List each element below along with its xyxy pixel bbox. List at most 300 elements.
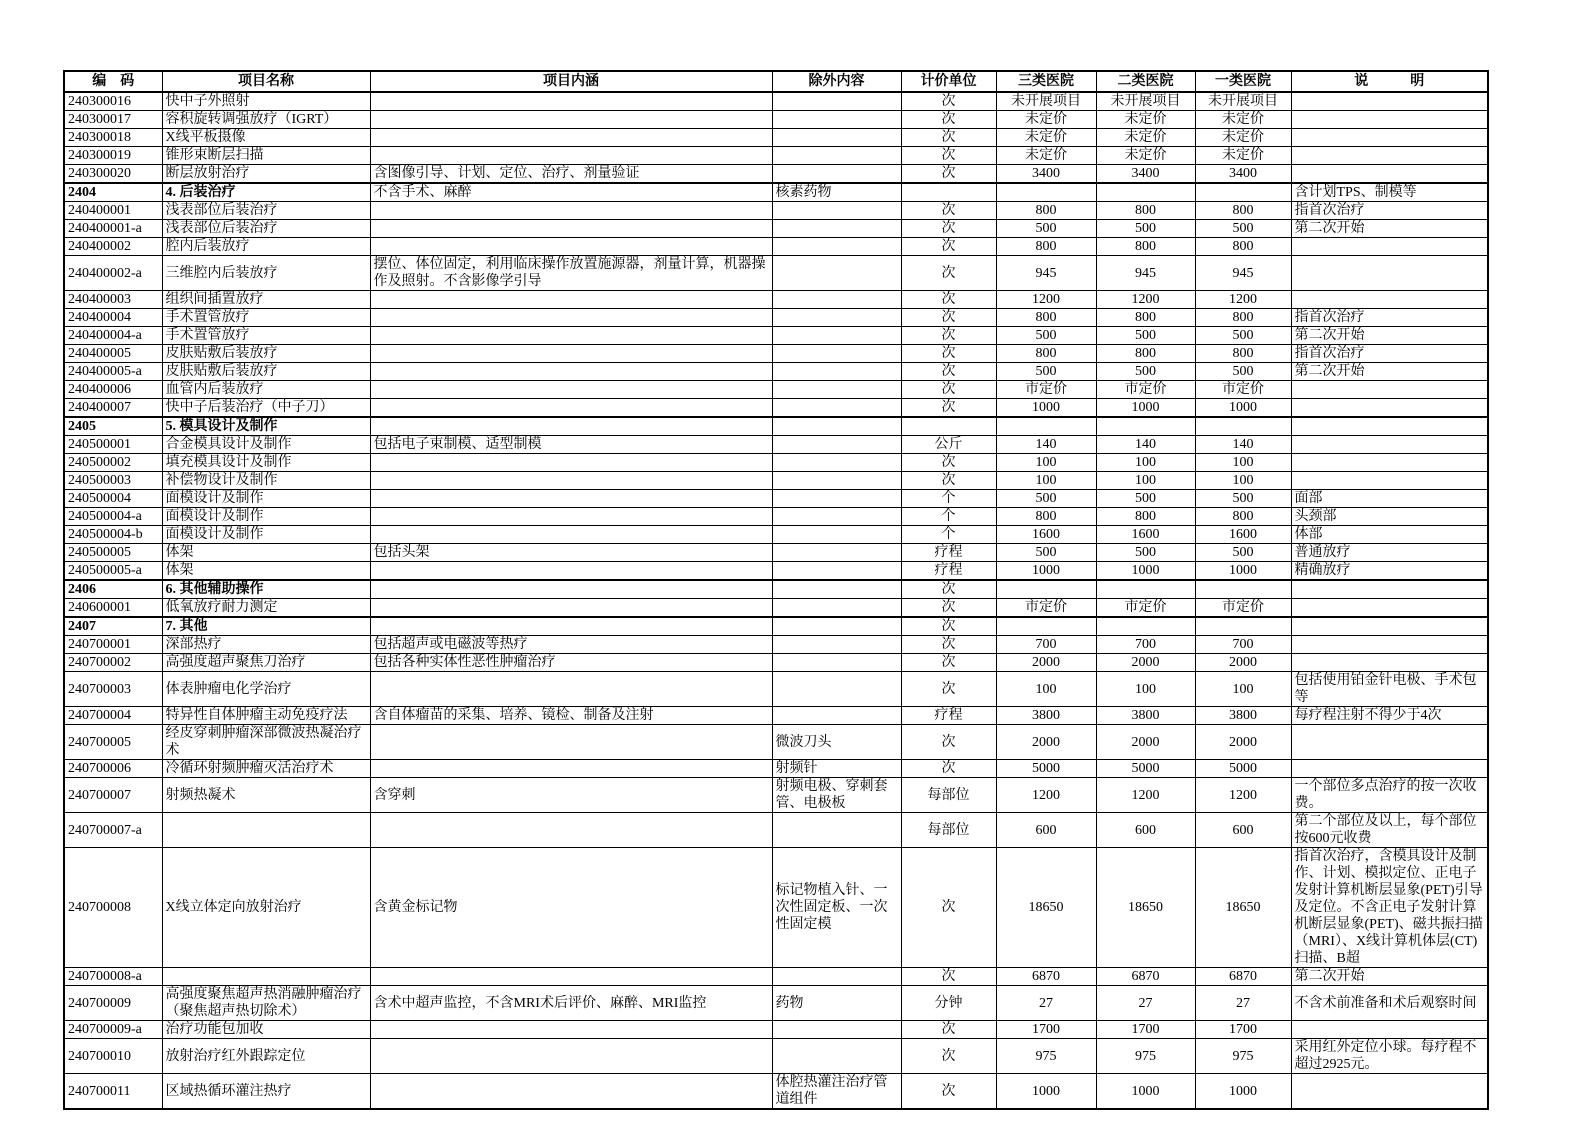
cell-code: 240400004 bbox=[64, 309, 162, 327]
cell-tier3-price: 945 bbox=[996, 256, 1096, 291]
cell-code: 240500002 bbox=[64, 454, 162, 472]
cell-tier1-price: 140 bbox=[1195, 436, 1291, 454]
cell-code: 240400005 bbox=[64, 345, 162, 363]
cell-code: 240400003 bbox=[64, 291, 162, 309]
cell-tier2-price: 800 bbox=[1096, 508, 1195, 526]
cell-tier3-price: 100 bbox=[996, 454, 1096, 472]
cell-tier3-price: 140 bbox=[996, 436, 1096, 454]
cell-item-content: 包括头架 bbox=[370, 544, 772, 562]
table-row bbox=[64, 968, 1488, 986]
cell-unit: 个 bbox=[901, 508, 996, 526]
table-row bbox=[64, 848, 1488, 968]
header-item-name: 项目名称 bbox=[162, 71, 370, 92]
cell-tier2-price: 1200 bbox=[1096, 778, 1195, 813]
cell-code: 240400004-a bbox=[64, 327, 162, 345]
cell-tier1-price bbox=[1195, 183, 1291, 202]
table-row bbox=[64, 436, 1488, 454]
cell-code: 240400002 bbox=[64, 238, 162, 256]
cell-unit: 每部位 bbox=[901, 813, 996, 848]
cell-tier2-price: 6870 bbox=[1096, 968, 1195, 986]
cell-item-content bbox=[370, 309, 772, 327]
cell-item-name: 快中子外照射 bbox=[162, 92, 370, 111]
cell-tier2-price: 27 bbox=[1096, 986, 1195, 1021]
cell-tier1-price: 500 bbox=[1195, 490, 1291, 508]
cell-item-name: 皮肤贴敷后装放疗 bbox=[162, 345, 370, 363]
cell-exclusions bbox=[772, 92, 901, 111]
cell-code: 240700004 bbox=[64, 707, 162, 725]
cell-notes bbox=[1291, 291, 1488, 309]
cell-exclusions bbox=[772, 256, 901, 291]
cell-code: 240400001 bbox=[64, 202, 162, 220]
cell-item-content bbox=[370, 1021, 772, 1039]
cell-code: 240700005 bbox=[64, 725, 162, 760]
cell-exclusions bbox=[772, 238, 901, 256]
cell-tier2-price: 未开展项目 bbox=[1096, 92, 1195, 111]
cell-tier3-price: 未定价 bbox=[996, 129, 1096, 147]
table-row bbox=[64, 813, 1488, 848]
cell-tier2-price bbox=[1096, 580, 1195, 599]
cell-tier1-price: 945 bbox=[1195, 256, 1291, 291]
cell-exclusions bbox=[772, 436, 901, 454]
cell-tier1-price: 100 bbox=[1195, 472, 1291, 490]
cell-item-content: 含图像引导、计划、定位、治疗、剂量验证 bbox=[370, 165, 772, 184]
cell-unit: 次 bbox=[901, 165, 996, 184]
cell-exclusions bbox=[772, 562, 901, 581]
cell-exclusions bbox=[772, 1021, 901, 1039]
cell-unit: 次 bbox=[901, 760, 996, 778]
cell-tier2-price: 600 bbox=[1096, 813, 1195, 848]
cell-tier3-price: 1000 bbox=[996, 399, 1096, 418]
cell-item-name: 三维腔内后装放疗 bbox=[162, 256, 370, 291]
cell-tier2-price bbox=[1096, 183, 1195, 202]
cell-tier3-price: 700 bbox=[996, 636, 1096, 654]
header-exclusions: 除外内容 bbox=[772, 71, 901, 92]
cell-item-name: 体架 bbox=[162, 544, 370, 562]
cell-tier2-price: 700 bbox=[1096, 636, 1195, 654]
cell-notes bbox=[1291, 472, 1488, 490]
cell-item-name: 面模设计及制作 bbox=[162, 526, 370, 544]
cell-item-content bbox=[370, 454, 772, 472]
cell-unit: 次 bbox=[901, 580, 996, 599]
cell-item-name: 5. 模具设计及制作 bbox=[162, 417, 370, 436]
cell-item-content: 包括各种实体性恶性肿瘤治疗 bbox=[370, 654, 772, 672]
cell-item-content bbox=[370, 968, 772, 986]
cell-tier1-price: 2000 bbox=[1195, 725, 1291, 760]
cell-code: 240600001 bbox=[64, 599, 162, 618]
cell-code: 240300017 bbox=[64, 111, 162, 129]
cell-tier3-price: 市定价 bbox=[996, 381, 1096, 399]
cell-tier2-price: 500 bbox=[1096, 490, 1195, 508]
cell-exclusions bbox=[772, 202, 901, 220]
cell-tier1-price bbox=[1195, 617, 1291, 636]
cell-item-content: 包括超声或电磁波等热疗 bbox=[370, 636, 772, 654]
cell-code: 240500004 bbox=[64, 490, 162, 508]
cell-tier3-price: 100 bbox=[996, 472, 1096, 490]
cell-exclusions bbox=[772, 636, 901, 654]
cell-notes bbox=[1291, 381, 1488, 399]
table-row bbox=[64, 1021, 1488, 1039]
cell-tier2-price: 1600 bbox=[1096, 526, 1195, 544]
cell-item-content bbox=[370, 92, 772, 111]
cell-tier3-price: 975 bbox=[996, 1039, 1096, 1074]
cell-tier2-price: 2000 bbox=[1096, 654, 1195, 672]
cell-tier3-price: 800 bbox=[996, 238, 1096, 256]
cell-code: 240700002 bbox=[64, 654, 162, 672]
table-row bbox=[64, 490, 1488, 508]
cell-tier3-price: 2000 bbox=[996, 654, 1096, 672]
cell-item-content bbox=[370, 327, 772, 345]
table-row bbox=[64, 238, 1488, 256]
cell-unit: 次 bbox=[901, 1021, 996, 1039]
cell-unit: 次 bbox=[901, 220, 996, 238]
cell-code: 240500005-a bbox=[64, 562, 162, 581]
cell-tier2-price: 1000 bbox=[1096, 399, 1195, 418]
table-row bbox=[64, 599, 1488, 618]
cell-exclusions bbox=[772, 363, 901, 381]
cell-exclusions bbox=[772, 147, 901, 165]
cell-item-content: 不含手术、麻醉 bbox=[370, 183, 772, 202]
cell-unit bbox=[901, 417, 996, 436]
table-row bbox=[64, 778, 1488, 813]
cell-tier1-price: 100 bbox=[1195, 454, 1291, 472]
cell-unit: 疗程 bbox=[901, 707, 996, 725]
cell-exclusions bbox=[772, 291, 901, 309]
cell-tier2-price: 18650 bbox=[1096, 848, 1195, 968]
cell-item-name: 锥形束断层扫描 bbox=[162, 147, 370, 165]
cell-exclusions: 药物 bbox=[772, 986, 901, 1021]
cell-notes: 指首次治疗，含模具设计及制作、计划、模拟定位、正电子发射计算机断层显象(PET)引导及定位。不含正电子发射计算机断层显象(PET)、磁共振扫描（MRI）、X线计算机体层(CT)扫描、B超 bbox=[1291, 848, 1488, 968]
cell-item-content bbox=[370, 291, 772, 309]
cell-notes bbox=[1291, 654, 1488, 672]
cell-item-name: 面模设计及制作 bbox=[162, 490, 370, 508]
cell-tier1-price: 800 bbox=[1195, 508, 1291, 526]
cell-tier2-price: 1000 bbox=[1096, 562, 1195, 581]
cell-tier1-price: 未定价 bbox=[1195, 129, 1291, 147]
cell-tier2-price: 800 bbox=[1096, 202, 1195, 220]
cell-item-name: 快中子后装治疗（中子刀） bbox=[162, 399, 370, 418]
cell-tier1-price: 500 bbox=[1195, 544, 1291, 562]
cell-item-content bbox=[370, 813, 772, 848]
cell-tier2-price: 1700 bbox=[1096, 1021, 1195, 1039]
cell-notes: 含计划TPS、制模等 bbox=[1291, 183, 1488, 202]
cell-tier2-price bbox=[1096, 617, 1195, 636]
cell-tier3-price bbox=[996, 617, 1096, 636]
table-row bbox=[64, 165, 1488, 184]
cell-tier3-price: 1700 bbox=[996, 1021, 1096, 1039]
cell-notes bbox=[1291, 129, 1488, 147]
cell-unit: 次 bbox=[901, 1039, 996, 1074]
cell-unit: 个 bbox=[901, 490, 996, 508]
cell-notes: 第二次开始 bbox=[1291, 363, 1488, 381]
cell-tier2-price: 500 bbox=[1096, 544, 1195, 562]
cell-item-content bbox=[370, 526, 772, 544]
cell-item-content bbox=[370, 472, 772, 490]
cell-item-name: 补偿物设计及制作 bbox=[162, 472, 370, 490]
cell-item-name: X线平板摄像 bbox=[162, 129, 370, 147]
cell-notes bbox=[1291, 111, 1488, 129]
cell-code: 240500004-a bbox=[64, 508, 162, 526]
cell-tier2-price: 100 bbox=[1096, 472, 1195, 490]
cell-code: 2404 bbox=[64, 183, 162, 202]
cell-item-content bbox=[370, 363, 772, 381]
cell-notes bbox=[1291, 725, 1488, 760]
cell-unit: 次 bbox=[901, 291, 996, 309]
cell-item-name: 4. 后装治疗 bbox=[162, 183, 370, 202]
cell-code: 240700009 bbox=[64, 986, 162, 1021]
cell-item-name: 特异性自体肿瘤主动免疫疗法 bbox=[162, 707, 370, 725]
cell-item-content: 包括电子束制模、适型制模 bbox=[370, 436, 772, 454]
cell-item-name: 6. 其他辅助操作 bbox=[162, 580, 370, 599]
cell-item-name: 组织间插置放疗 bbox=[162, 291, 370, 309]
cell-notes bbox=[1291, 165, 1488, 184]
cell-code: 240500003 bbox=[64, 472, 162, 490]
cell-item-name: 经皮穿刺肿瘤深部微波热凝治疗术 bbox=[162, 725, 370, 760]
cell-code: 2405 bbox=[64, 417, 162, 436]
table-row bbox=[64, 92, 1488, 111]
table-row bbox=[64, 381, 1488, 399]
cell-notes bbox=[1291, 760, 1488, 778]
cell-unit: 次 bbox=[901, 345, 996, 363]
cell-item-name: 断层放射治疗 bbox=[162, 165, 370, 184]
cell-notes: 一个部位多点治疗的按一次收费。 bbox=[1291, 778, 1488, 813]
cell-item-name: 手术置管放疗 bbox=[162, 327, 370, 345]
cell-unit: 次 bbox=[901, 968, 996, 986]
cell-tier2-price: 800 bbox=[1096, 238, 1195, 256]
cell-item-content bbox=[370, 725, 772, 760]
cell-code: 240700008-a bbox=[64, 968, 162, 986]
header-code: 编 码 bbox=[64, 71, 162, 92]
cell-unit: 次 bbox=[901, 454, 996, 472]
cell-tier3-price: 100 bbox=[996, 672, 1096, 707]
cell-notes: 普通放疗 bbox=[1291, 544, 1488, 562]
cell-tier3-price: 1600 bbox=[996, 526, 1096, 544]
cell-tier3-price: 3400 bbox=[996, 165, 1096, 184]
cell-item-name: 深部热疗 bbox=[162, 636, 370, 654]
table-row bbox=[64, 147, 1488, 165]
cell-tier2-price: 500 bbox=[1096, 220, 1195, 238]
header-unit: 计价单位 bbox=[901, 71, 996, 92]
cell-tier1-price: 700 bbox=[1195, 636, 1291, 654]
cell-unit: 次 bbox=[901, 238, 996, 256]
cell-item-content bbox=[370, 562, 772, 581]
cell-tier1-price: 未定价 bbox=[1195, 147, 1291, 165]
section-row bbox=[64, 183, 1488, 202]
cell-unit: 次 bbox=[901, 1074, 996, 1110]
cell-code: 240700008 bbox=[64, 848, 162, 968]
cell-tier2-price: 3800 bbox=[1096, 707, 1195, 725]
cell-tier1-price: 3800 bbox=[1195, 707, 1291, 725]
cell-tier3-price: 1200 bbox=[996, 291, 1096, 309]
header-tier3-hospital: 三类医院 bbox=[996, 71, 1096, 92]
cell-item-content: 含自体瘤苗的采集、培养、镜检、制备及注射 bbox=[370, 707, 772, 725]
cell-exclusions bbox=[772, 417, 901, 436]
cell-tier1-price: 800 bbox=[1195, 202, 1291, 220]
cell-item-name: 治疗功能包加收 bbox=[162, 1021, 370, 1039]
cell-item-content bbox=[370, 220, 772, 238]
cell-code: 240300020 bbox=[64, 165, 162, 184]
cell-tier1-price: 未定价 bbox=[1195, 111, 1291, 129]
cell-code: 240400006 bbox=[64, 381, 162, 399]
cell-code: 240700003 bbox=[64, 672, 162, 707]
cell-unit: 次 bbox=[901, 848, 996, 968]
header-notes: 说 明 bbox=[1291, 71, 1488, 92]
cell-code: 240400005-a bbox=[64, 363, 162, 381]
cell-unit: 次 bbox=[901, 256, 996, 291]
cell-tier1-price: 1000 bbox=[1195, 399, 1291, 418]
table-row bbox=[64, 562, 1488, 581]
table-row bbox=[64, 327, 1488, 345]
cell-exclusions bbox=[772, 580, 901, 599]
cell-exclusions: 核素药物 bbox=[772, 183, 901, 202]
cell-tier1-price: 1000 bbox=[1195, 562, 1291, 581]
cell-tier3-price: 800 bbox=[996, 309, 1096, 327]
cell-tier1-price: 800 bbox=[1195, 309, 1291, 327]
cell-tier1-price: 500 bbox=[1195, 363, 1291, 381]
cell-code: 240300016 bbox=[64, 92, 162, 111]
cell-notes: 第二次开始 bbox=[1291, 220, 1488, 238]
cell-unit: 次 bbox=[901, 202, 996, 220]
cell-tier3-price: 1000 bbox=[996, 1074, 1096, 1110]
cell-code: 2406 bbox=[64, 580, 162, 599]
cell-notes: 头颈部 bbox=[1291, 508, 1488, 526]
cell-tier3-price: 500 bbox=[996, 544, 1096, 562]
cell-exclusions bbox=[772, 165, 901, 184]
cell-tier2-price: 1200 bbox=[1096, 291, 1195, 309]
table-row bbox=[64, 291, 1488, 309]
cell-unit: 次 bbox=[901, 399, 996, 418]
cell-tier3-price bbox=[996, 417, 1096, 436]
cell-exclusions bbox=[772, 1039, 901, 1074]
table-row bbox=[64, 1074, 1488, 1110]
cell-code: 240500004-b bbox=[64, 526, 162, 544]
cell-code: 240500005 bbox=[64, 544, 162, 562]
cell-item-content: 含术中超声监控，不含MRI术后评价、麻醉、MRI监控 bbox=[370, 986, 772, 1021]
cell-tier2-price: 未定价 bbox=[1096, 147, 1195, 165]
cell-code: 240700007 bbox=[64, 778, 162, 813]
cell-tier3-price: 1200 bbox=[996, 778, 1096, 813]
cell-tier3-price: 500 bbox=[996, 490, 1096, 508]
cell-item-content bbox=[370, 599, 772, 618]
cell-code: 240700001 bbox=[64, 636, 162, 654]
cell-notes bbox=[1291, 399, 1488, 418]
cell-tier2-price: 975 bbox=[1096, 1039, 1195, 1074]
cell-tier2-price: 500 bbox=[1096, 363, 1195, 381]
cell-item-content bbox=[370, 580, 772, 599]
cell-exclusions: 射频电极、穿刺套管、电极板 bbox=[772, 778, 901, 813]
cell-notes bbox=[1291, 92, 1488, 111]
cell-unit: 次 bbox=[901, 617, 996, 636]
cell-item-name: 冷循环射频肿瘤灭活治疗术 bbox=[162, 760, 370, 778]
cell-item-content bbox=[370, 760, 772, 778]
cell-exclusions bbox=[772, 472, 901, 490]
cell-exclusions bbox=[772, 309, 901, 327]
cell-exclusions bbox=[772, 813, 901, 848]
cell-exclusions bbox=[772, 968, 901, 986]
cell-tier2-price: 3400 bbox=[1096, 165, 1195, 184]
cell-unit: 次 bbox=[901, 92, 996, 111]
cell-tier1-price bbox=[1195, 417, 1291, 436]
cell-item-name: 体架 bbox=[162, 562, 370, 581]
cell-item-name: 放射治疗红外跟踪定位 bbox=[162, 1039, 370, 1074]
cell-exclusions bbox=[772, 381, 901, 399]
cell-code: 2407 bbox=[64, 617, 162, 636]
cell-notes bbox=[1291, 1021, 1488, 1039]
cell-exclusions bbox=[772, 654, 901, 672]
cell-unit: 个 bbox=[901, 526, 996, 544]
table-row bbox=[64, 220, 1488, 238]
cell-tier2-price: 140 bbox=[1096, 436, 1195, 454]
table-row bbox=[64, 544, 1488, 562]
cell-unit: 次 bbox=[901, 327, 996, 345]
cell-notes: 不含术前准备和术后观察时间 bbox=[1291, 986, 1488, 1021]
cell-tier1-price: 800 bbox=[1195, 238, 1291, 256]
cell-exclusions bbox=[772, 544, 901, 562]
cell-item-name: 合金模具设计及制作 bbox=[162, 436, 370, 454]
cell-notes bbox=[1291, 238, 1488, 256]
cell-tier1-price: 6870 bbox=[1195, 968, 1291, 986]
cell-tier3-price bbox=[996, 580, 1096, 599]
cell-tier1-price: 600 bbox=[1195, 813, 1291, 848]
cell-item-name: 容积旋转调强放疗（IGRT） bbox=[162, 111, 370, 129]
cell-tier3-price: 500 bbox=[996, 220, 1096, 238]
cell-notes bbox=[1291, 417, 1488, 436]
cell-item-content: 摆位、体位固定，利用临床操作放置施源器，剂量计算，机器操作及照射。不含影像学引导 bbox=[370, 256, 772, 291]
cell-item-content bbox=[370, 381, 772, 399]
header-tier2-hospital: 二类医院 bbox=[1096, 71, 1195, 92]
cell-item-content bbox=[370, 202, 772, 220]
section-row bbox=[64, 617, 1488, 636]
cell-unit: 次 bbox=[901, 599, 996, 618]
table-row bbox=[64, 636, 1488, 654]
cell-unit: 次 bbox=[901, 636, 996, 654]
table-row bbox=[64, 454, 1488, 472]
cell-tier3-price: 800 bbox=[996, 508, 1096, 526]
cell-item-content bbox=[370, 617, 772, 636]
cell-exclusions: 微波刀头 bbox=[772, 725, 901, 760]
cell-tier2-price: 2000 bbox=[1096, 725, 1195, 760]
cell-item-name bbox=[162, 968, 370, 986]
cell-item-content bbox=[370, 490, 772, 508]
cell-notes bbox=[1291, 636, 1488, 654]
cell-exclusions bbox=[772, 508, 901, 526]
cell-code: 240700007-a bbox=[64, 813, 162, 848]
cell-tier1-price: 18650 bbox=[1195, 848, 1291, 968]
cell-unit: 分钟 bbox=[901, 986, 996, 1021]
cell-tier1-price: 500 bbox=[1195, 327, 1291, 345]
cell-tier3-price: 800 bbox=[996, 202, 1096, 220]
cell-item-name: 面模设计及制作 bbox=[162, 508, 370, 526]
cell-unit: 每部位 bbox=[901, 778, 996, 813]
price-list-sheet bbox=[63, 70, 1487, 1110]
cell-notes: 面部 bbox=[1291, 490, 1488, 508]
cell-item-content bbox=[370, 417, 772, 436]
cell-item-content bbox=[370, 238, 772, 256]
cell-item-name: 填充模具设计及制作 bbox=[162, 454, 370, 472]
cell-unit: 疗程 bbox=[901, 544, 996, 562]
cell-code: 240400001-a bbox=[64, 220, 162, 238]
table-row bbox=[64, 309, 1488, 327]
section-row bbox=[64, 580, 1488, 599]
table-row bbox=[64, 111, 1488, 129]
cell-notes bbox=[1291, 580, 1488, 599]
cell-tier1-price: 1000 bbox=[1195, 1074, 1291, 1110]
table-row bbox=[64, 707, 1488, 725]
table-row bbox=[64, 363, 1488, 381]
cell-item-content bbox=[370, 1039, 772, 1074]
cell-notes bbox=[1291, 617, 1488, 636]
cell-item-name: 腔内后装放疗 bbox=[162, 238, 370, 256]
cell-unit: 次 bbox=[901, 309, 996, 327]
